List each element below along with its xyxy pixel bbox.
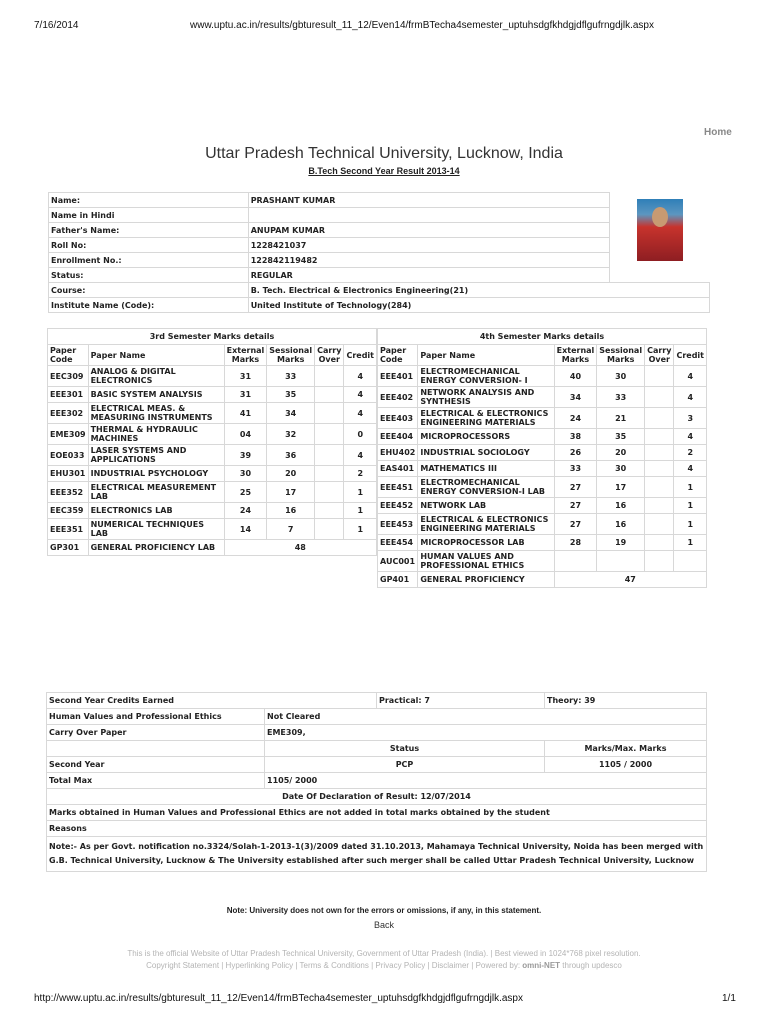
credit: 4	[674, 461, 707, 477]
merger-note: Note:- As per Govt. notification no.3324/Solah-1-2013-1(3)/2009 dated 31.10.2013, Mahamaya Technical University, Noida has been merged with G.B. Technical University, Lucknow & The University established after such merger shall be called Uttar Pradesh Technical University, Lucknow	[47, 837, 707, 872]
credit: 4	[674, 387, 707, 408]
print-date: 7/16/2014	[34, 20, 79, 31]
hvpe-note: Marks obtained in Human Values and Professional Ethics are not added in total marks obtained by the student	[47, 805, 707, 821]
col-paper-code: Paper Code	[378, 345, 418, 366]
marks-row	[48, 387, 377, 403]
sessional-marks	[597, 551, 645, 572]
marks-row	[48, 503, 377, 519]
paper-code: EEE302	[48, 403, 89, 424]
carry-over	[645, 514, 674, 535]
year-marks: 1105 / 2000	[545, 757, 707, 773]
page-subtitle: B.Tech Second Year Result 2013-14	[308, 166, 460, 176]
sessional-marks: 20	[267, 466, 315, 482]
external-marks: 04	[224, 424, 267, 445]
external-marks: 28	[554, 535, 597, 551]
home-link[interactable]: Home	[704, 127, 732, 138]
credits-earned-label: Second Year Credits Earned	[47, 693, 377, 709]
external-marks: 41	[224, 403, 267, 424]
declaration-date: Date Of Declaration of Result: 12/07/2014	[47, 789, 707, 805]
sessional-marks: 16	[597, 498, 645, 514]
sessional-marks: 32	[267, 424, 315, 445]
paper-code: EEC359	[48, 503, 89, 519]
carry-over	[315, 366, 344, 387]
credit: 2	[674, 445, 707, 461]
paper-name: ELECTROMECHANICAL ENERGY CONVERSION-I LAB	[418, 477, 554, 498]
marks-row	[378, 514, 707, 535]
carry-over	[645, 387, 674, 408]
site-footer	[0, 948, 768, 972]
carry-over	[645, 461, 674, 477]
photo-cell	[610, 193, 710, 268]
col-paper-code: Paper Code	[48, 345, 89, 366]
sessional-marks: 36	[267, 445, 315, 466]
info-value: REGULAR	[248, 268, 609, 283]
credit: 1	[674, 535, 707, 551]
info-value: 1228421037	[248, 238, 609, 253]
year-label: Second Year	[47, 757, 265, 773]
paper-code: EAS401	[378, 461, 418, 477]
sessional-marks: 17	[267, 482, 315, 503]
sessional-marks: 19	[597, 535, 645, 551]
sem3-marks-table	[47, 328, 377, 556]
sessional-marks: 30	[597, 366, 645, 387]
info-row	[49, 268, 710, 283]
print-url: www.uptu.ac.in/results/gbturesult_11_12/Even14/frmBTecha4semester_uptuhsdgfkhdgjdflgufrngdjlk.aspx	[190, 20, 654, 31]
paper-code: EEE352	[48, 482, 89, 503]
carry-over	[315, 503, 344, 519]
theory-credits: Theory: 39	[545, 693, 707, 709]
carry-over	[645, 535, 674, 551]
credit: 1	[344, 482, 377, 503]
sessional-marks: 33	[267, 366, 315, 387]
credit	[674, 551, 707, 572]
external-marks: 14	[224, 519, 267, 540]
info-label: Name:	[49, 193, 249, 208]
hvpe-label: Human Values and Professional Ethics	[47, 709, 265, 725]
info-value: PRASHANT KUMAR	[248, 193, 609, 208]
paper-code: EEE452	[378, 498, 418, 514]
carry-over	[645, 408, 674, 429]
gp-name: GENERAL PROFICIENCY	[418, 572, 554, 588]
paper-name: ELECTRICAL & ELECTRONICS ENGINEERING MATERIALS	[418, 514, 554, 535]
sem3-title: 3rd Semester Marks details	[48, 329, 377, 345]
credit: 1	[674, 477, 707, 498]
external-marks: 27	[554, 514, 597, 535]
external-marks: 24	[554, 408, 597, 429]
paper-code: EOE033	[48, 445, 89, 466]
info-value: ANUPAM KUMAR	[248, 223, 609, 238]
paper-code: EEC309	[48, 366, 89, 387]
col-credit: Credit	[344, 345, 377, 366]
credit: 4	[344, 403, 377, 424]
site-footer-line1: This is the official Website of Uttar Pradesh Technical University, Government of Uttar Pradesh (India). | Best viewed in 1024*768 pixel resolution.	[127, 949, 641, 958]
info-label: Name in Hindi	[49, 208, 249, 223]
external-marks: 40	[554, 366, 597, 387]
sessional-marks: 16	[267, 503, 315, 519]
external-marks: 27	[554, 477, 597, 498]
paper-name: MICROPROCESSOR LAB	[418, 535, 554, 551]
paper-name: INDUSTRIAL PSYCHOLOGY	[88, 466, 224, 482]
paper-code: EEE301	[48, 387, 89, 403]
info-row	[49, 283, 710, 298]
info-label: Status:	[49, 268, 249, 283]
info-label: Institute Name (Code):	[49, 298, 249, 313]
external-marks: 38	[554, 429, 597, 445]
carry-over	[315, 403, 344, 424]
sessional-marks: 17	[597, 477, 645, 498]
carry-over	[315, 424, 344, 445]
carry-over	[315, 387, 344, 403]
paper-name: NUMERICAL TECHNIQUES LAB	[88, 519, 224, 540]
student-photo	[637, 199, 683, 261]
credit: 2	[344, 466, 377, 482]
external-marks: 31	[224, 387, 267, 403]
back-link[interactable]: Back	[373, 920, 394, 930]
paper-code: EEE451	[378, 477, 418, 498]
credit: 4	[674, 429, 707, 445]
paper-code: EEE454	[378, 535, 418, 551]
carry-over	[315, 466, 344, 482]
paper-code: EME309	[48, 424, 89, 445]
marks-row	[48, 366, 377, 387]
info-value	[248, 208, 609, 223]
credit: 4	[344, 445, 377, 466]
marks-row	[48, 403, 377, 424]
gp-row	[48, 540, 377, 556]
print-footer-url: http://www.uptu.ac.in/results/gbturesult_11_12/Even14/frmBTecha4semester_uptuhsdgfkhdgjdflgufrngdjlk.aspx	[34, 993, 523, 1004]
credit: 4	[344, 366, 377, 387]
student-info-table	[48, 192, 710, 313]
paper-code: EEE401	[378, 366, 418, 387]
sessional-marks: 34	[267, 403, 315, 424]
info-label: Roll No:	[49, 238, 249, 253]
info-row	[49, 193, 710, 208]
gp-code: GP401	[378, 572, 418, 588]
paper-code: EEE404	[378, 429, 418, 445]
paper-name: ELECTROMECHANICAL ENERGY CONVERSION- I	[418, 366, 554, 387]
marks-row	[378, 408, 707, 429]
year-status: PCP	[265, 757, 545, 773]
paper-name: BASIC SYSTEM ANALYSIS	[88, 387, 224, 403]
gp-row	[378, 572, 707, 588]
carry-over	[315, 445, 344, 466]
carry-over	[645, 445, 674, 461]
sessional-marks: 30	[597, 461, 645, 477]
col-sessional: Sessional Marks	[597, 345, 645, 366]
sem4-title: 4th Semester Marks details	[378, 329, 707, 345]
external-marks: 30	[224, 466, 267, 482]
credit: 0	[344, 424, 377, 445]
paper-name: ELECTRICAL MEAS. & MEASURING INSTRUMENTS	[88, 403, 224, 424]
footer-suffix: through updesco	[560, 961, 622, 970]
marks-row	[378, 366, 707, 387]
carry-over	[645, 429, 674, 445]
col-paper-name: Paper Name	[88, 345, 224, 366]
marks-header: Marks/Max. Marks	[545, 741, 707, 757]
external-marks: 33	[554, 461, 597, 477]
omninet-brand[interactable]: omni-NET	[522, 961, 561, 970]
total-max-label: Total Max	[47, 773, 265, 789]
credit: 1	[344, 519, 377, 540]
marks-row	[378, 387, 707, 408]
page-title: Uttar Pradesh Technical University, Lucknow, India	[205, 145, 563, 162]
external-marks: 25	[224, 482, 267, 503]
carry-over	[315, 482, 344, 503]
print-page-number: 1/1	[722, 993, 736, 1004]
reasons-label: Reasons	[47, 821, 707, 837]
status-header: Status	[265, 741, 545, 757]
col-credit: Credit	[674, 345, 707, 366]
sessional-marks: 33	[597, 387, 645, 408]
carry-over	[645, 366, 674, 387]
carry-over	[645, 551, 674, 572]
paper-name: THERMAL & HYDRAULIC MACHINES	[88, 424, 224, 445]
status-spacer	[47, 741, 265, 757]
paper-name: LASER SYSTEMS AND APPLICATIONS	[88, 445, 224, 466]
credit: 1	[674, 514, 707, 535]
marks-row	[378, 535, 707, 551]
practical-credits: Practical: 7	[377, 693, 545, 709]
marks-row	[48, 519, 377, 540]
paper-name: HUMAN VALUES AND PROFESSIONAL ETHICS	[418, 551, 554, 572]
sessional-marks: 21	[597, 408, 645, 429]
external-marks: 39	[224, 445, 267, 466]
external-marks: 26	[554, 445, 597, 461]
paper-code: EEE402	[378, 387, 418, 408]
marks-row	[378, 461, 707, 477]
col-carry-over: Carry Over	[315, 345, 344, 366]
external-marks: 34	[554, 387, 597, 408]
external-marks	[554, 551, 597, 572]
col-carry-over: Carry Over	[645, 345, 674, 366]
footer-links[interactable]: Copyright Statement | Hyperlinking Policy | Terms & Conditions | Privacy Policy | Disclaimer | Powered by:	[146, 961, 523, 970]
info-value: United Institute of Technology(284)	[248, 298, 709, 313]
credit: 1	[344, 503, 377, 519]
marks-row	[378, 445, 707, 461]
gp-marks: 47	[554, 572, 706, 588]
paper-name: ELECTRONICS LAB	[88, 503, 224, 519]
info-value: 122842119482	[248, 253, 609, 268]
credit: 4	[344, 387, 377, 403]
paper-name: INDUSTRIAL SOCIOLOGY	[418, 445, 554, 461]
total-max-value: 1105/ 2000	[265, 773, 707, 789]
external-marks: 24	[224, 503, 267, 519]
marks-row	[378, 477, 707, 498]
paper-code: EHU402	[378, 445, 418, 461]
paper-code: EEE453	[378, 514, 418, 535]
marks-row	[378, 429, 707, 445]
info-label: Enrollment No.:	[49, 253, 249, 268]
carry-over	[645, 498, 674, 514]
marks-row	[48, 445, 377, 466]
info-row	[49, 298, 710, 313]
carry-over	[645, 477, 674, 498]
marks-row	[378, 498, 707, 514]
paper-name: ANALOG & DIGITAL ELECTRONICS	[88, 366, 224, 387]
credit: 3	[674, 408, 707, 429]
gp-code: GP301	[48, 540, 89, 556]
gp-name: GENERAL PROFICIENCY LAB	[88, 540, 224, 556]
paper-name: ELECTRICAL & ELECTRONICS ENGINEERING MATERIALS	[418, 408, 554, 429]
paper-code: EEE403	[378, 408, 418, 429]
col-paper-name: Paper Name	[418, 345, 554, 366]
result-summary-table	[46, 692, 707, 872]
sessional-marks: 7	[267, 519, 315, 540]
info-label: Father's Name:	[49, 223, 249, 238]
sem4-marks-table	[377, 328, 707, 588]
paper-name: ELECTRICAL MEASUREMENT LAB	[88, 482, 224, 503]
marks-row	[378, 551, 707, 572]
site-footer-line2	[0, 960, 768, 972]
sessional-marks: 35	[597, 429, 645, 445]
credit: 4	[674, 366, 707, 387]
sessional-marks: 35	[267, 387, 315, 403]
info-label: Course:	[49, 283, 249, 298]
col-external: External Marks	[224, 345, 267, 366]
external-marks: 31	[224, 366, 267, 387]
carry-over	[315, 519, 344, 540]
col-sessional: Sessional Marks	[267, 345, 315, 366]
sessional-marks: 20	[597, 445, 645, 461]
paper-code: AUC001	[378, 551, 418, 572]
marks-row	[48, 466, 377, 482]
paper-name: MICROPROCESSORS	[418, 429, 554, 445]
paper-name: NETWORK ANALYSIS AND SYNTHESIS	[418, 387, 554, 408]
carry-over-value: EME309,	[265, 725, 707, 741]
carry-over-label: Carry Over Paper	[47, 725, 265, 741]
gp-marks: 48	[224, 540, 376, 556]
marks-row	[48, 424, 377, 445]
paper-name: MATHEMATICS III	[418, 461, 554, 477]
sessional-marks: 16	[597, 514, 645, 535]
external-marks: 27	[554, 498, 597, 514]
paper-code: EEE351	[48, 519, 89, 540]
marks-row	[48, 482, 377, 503]
paper-name: NETWORK LAB	[418, 498, 554, 514]
info-value: B. Tech. Electrical & Electronics Engineering(21)	[248, 283, 709, 298]
paper-code: EHU301	[48, 466, 89, 482]
disclaimer: Note: University does not own for the errors or omissions, if any, in this statement.	[226, 906, 542, 915]
col-external: External Marks	[554, 345, 597, 366]
credit: 1	[674, 498, 707, 514]
student-photo-face	[652, 207, 668, 227]
hvpe-value: Not Cleared	[265, 709, 707, 725]
